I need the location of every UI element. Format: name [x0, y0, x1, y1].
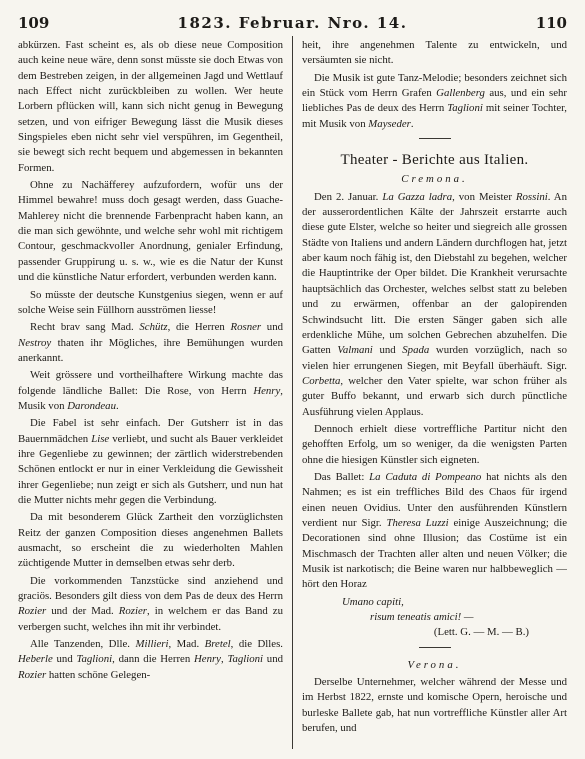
text: einige Auszeichnung; die Decorationen sind ohne Illusion; das Costüme ist ein Mischmasch der Trachten aller alten und neuen Völker; die Musik ist narkotisch; die Beine waren nur halbbeweglich — hört den Horaz: [302, 516, 567, 591]
text: , die Herren: [167, 321, 231, 334]
paragraph: Ohne zu Nachäfferey aufzufordern, wofür uns der Himmel bewahre! muss doch gesagt werden, dass Guache-Mahlerey nicht die brennende Farbenpracht haben kann, an die man sich gewöhnte, und welche sehr wohl mit richtigem Contour, geschmackvoller Anordnung, genialer Erfindung, passender Gruppirung u. s. w., wie es die Natur der Kunst und die künstliche Natur erfordert, verbunden werden kann.: [18, 179, 283, 284]
person-name: Rozier: [118, 605, 147, 618]
text: hatten schöne Gelegen-: [46, 668, 151, 681]
text: hat nichts als den Nahmen; es ist ein treffliches Bild des Chaos für irgend einen neuen Ovidius. Unter den ausführenden Künstlern verdient nur Sigr.: [302, 470, 567, 529]
latin-quote-line: Umano capiti,: [342, 595, 404, 608]
text: Den 2. Januar.: [314, 190, 383, 203]
text: ,: [220, 653, 228, 666]
paragraph: [18, 416, 283, 508]
text: , dann die Herren: [112, 653, 194, 666]
text: und: [52, 653, 77, 666]
paragraph: [18, 637, 283, 683]
person-name: Rosner: [230, 321, 262, 334]
person-name: Mayseder: [368, 117, 411, 130]
text: .: [115, 399, 119, 412]
text: verliebt, und sucht als Bauer verkleidet ihre Gegenliebe zu gewinnen; der zärtlich widerstrebenden Schönen entlockt er nur in einer Verkleidung die Gewissheit ihrer Gegenliebe; nun zeigt er sich als Gutsherr, und nun hat die Mutter nichts mehr gegen die Verbindung.: [18, 432, 283, 506]
city-heading: Verona.: [407, 658, 462, 671]
paragraph: [302, 71, 567, 132]
left-column: [18, 38, 283, 755]
person-name: Spada: [402, 344, 430, 357]
person-name: Gallenberg: [436, 87, 485, 100]
paragraph: [302, 190, 567, 420]
person-name: Lise: [91, 432, 110, 445]
person-name: Henry: [193, 653, 221, 666]
text: und: [263, 653, 283, 666]
text: Weit grössere und vortheilhaftere Wirkung machte das folgende ländliche Ballet: Die Rose, von Herrn: [18, 369, 283, 397]
person-name: Millieri: [135, 638, 169, 651]
correspondent-signature: (Lett. G. — M. — B.): [433, 626, 529, 639]
separator-rule: [419, 647, 451, 648]
text: Die Fabel ist sehr einfach. Der Gutsherr ist in das Bauernmädchen: [18, 417, 283, 445]
paragraph: [18, 320, 283, 366]
running-head-date: 1823. Februar. Nro. 14.: [177, 14, 408, 32]
right-column: [302, 38, 567, 755]
text: , in welchem er das Band zu verbergen sucht, welches ihn mit ihr verbindet.: [18, 605, 283, 633]
person-name: Theresa Luzzi: [386, 516, 449, 529]
text: und: [261, 321, 283, 334]
city-heading: Cremona.: [401, 173, 468, 186]
text: Die Musik ist gute Tanz-Melodie; besonders zeichnet sich ein Stück vom Herrn Grafen: [302, 71, 567, 100]
paragraph: [18, 368, 283, 414]
separator-rule: [419, 138, 451, 139]
opera-title: La Gazza ladra: [382, 190, 453, 203]
paragraph: Da mit besonderem Glück Zartheit den vorzüglichsten Reitz der ganzen Composition dieses angenehmen Ballets ausmacht, so erscheint die zu wiederholten Mahlen züchtigende Mutter in demselben etwas sehr derb.: [18, 511, 283, 570]
text: wurden vorzüglich, nach so vielen hier errungenen Siegen, mit Beyfall überhäuft. Sigr.: [302, 344, 567, 372]
person-name: Nestroy: [18, 336, 52, 349]
left-page-number: 109: [18, 14, 50, 32]
latin-quote-line: risum teneatis amici! —: [370, 611, 474, 624]
text: , Musik von: [18, 384, 283, 412]
person-name: Rozier: [18, 668, 47, 681]
ballet-title: La Caduta di Pompeano: [369, 470, 482, 483]
person-name: Corbetta: [302, 374, 341, 387]
person-name: Taglioni: [227, 653, 264, 666]
text: .: [410, 117, 414, 130]
text: mit seiner Tochter, mit Musik von: [302, 102, 567, 130]
person-name: Rossini: [515, 190, 548, 203]
text: , die Dlles.: [230, 638, 283, 651]
text: aus, und ein sehr liebliches Pas de deux des Herrn: [302, 87, 567, 115]
text: Recht brav sang Mad.: [30, 321, 140, 334]
person-name: Darondeau: [67, 399, 116, 412]
text: . An der ausserordentlichen Kälte der Jahrszeit erstarrte auch diese gute Elster, welche so heiter und siegreich alle grossen Städte von Italiens und andern Ländern durchflogen hat, jetzt aber kaum noch fähig ist, den Diebstahl zu begehen, welcher die Hauptintrike der Oper bildet. Die Krankheit verursachte hauptsächlich das Orchester, welches selbst statt zu beleben und zu erwärmen, offenbar an der galopirenden Schwindsucht litt. Die ersten Sänger gaben sich alle erdenkliche Mühe, um solchen Gebrechen abzuhelfen. Die Gatten: [302, 190, 567, 357]
text: Das Ballet:: [314, 470, 370, 483]
text: und der Mad.: [46, 605, 119, 618]
paragraph: So müsste der deutsche Kunstgenius siegen, wenn er auf solche Weise sein Füllhorn ausströmen liesse!: [18, 288, 283, 316]
person-name: Schütz: [139, 321, 168, 334]
text: thaten ihr Mögliches, ihre Bemühungen wurden anerkannt.: [18, 336, 283, 364]
paragraph: [302, 470, 567, 593]
text: Alle Tanzenden, Dlle.: [30, 638, 136, 651]
right-page-number: 110: [535, 14, 567, 32]
paragraph: [18, 574, 283, 635]
person-name: Bretel: [204, 638, 231, 651]
section-title: Theater - Berichte aus Italien.: [340, 152, 529, 169]
text: , von Meister: [452, 190, 516, 203]
text: , welcher den Vater spielte, war schon früher als guter Buffo bekannt, und erwarb sich durch pünctliche Ausführung vielen Applaus.: [302, 374, 567, 418]
person-name: Heberle: [18, 653, 53, 666]
person-name: Taglioni: [447, 102, 483, 115]
text: Die vorkommenden Tanzstücke sind anziehend und graciös. Besonders gilt diess von dem Pas de deux des Herrn: [18, 574, 283, 603]
column-divider: [292, 36, 293, 749]
paragraph: abkürzen. Fast scheint es, als ob diese neue Composition auch keine neue wäre, denn sonst müsste sie doch Etwas von dem Bestreben zeigen, in der allgemeinen Jagd und Wettlauf nach Effect nicht zurückbleiben zu wollen. Wer heute Lorbern pflücken will, kann sich nicht genug in Bewegung setzen, und von eifriger Bewegung lässt die Musik dieses Singspieles eben nicht sehr viel verspühren, im Gegentheil, sie bewegt sich recht bequem und abgemessen in bekannten Formen.: [18, 39, 283, 174]
person-name: Henry: [253, 384, 281, 397]
text: , Mad.: [168, 638, 205, 651]
paragraph: Derselbe Unternehmer, welcher während der Messe und im Herbst 1822, ernste und komische Opern, heroische und burleske Ballete gab, hat nun vortreffliche Künstler aller Art berufen, und: [302, 676, 567, 735]
text: und: [372, 344, 403, 357]
person-name: Rozier: [18, 605, 47, 618]
person-name: Taglioni: [76, 653, 113, 666]
person-name: Valmani: [337, 344, 373, 357]
page-header: [18, 14, 567, 34]
paragraph: Dennoch erhielt diese vortreffliche Partitur nicht den gehofften Erfolg, um so weniger, da die wenigsten Parten ohne die hiesigen Künstler sich eigneten.: [302, 422, 567, 466]
paragraph: heit, ihre angenehmen Talente zu entwickeln, und versäumten sie nicht.: [302, 39, 567, 67]
